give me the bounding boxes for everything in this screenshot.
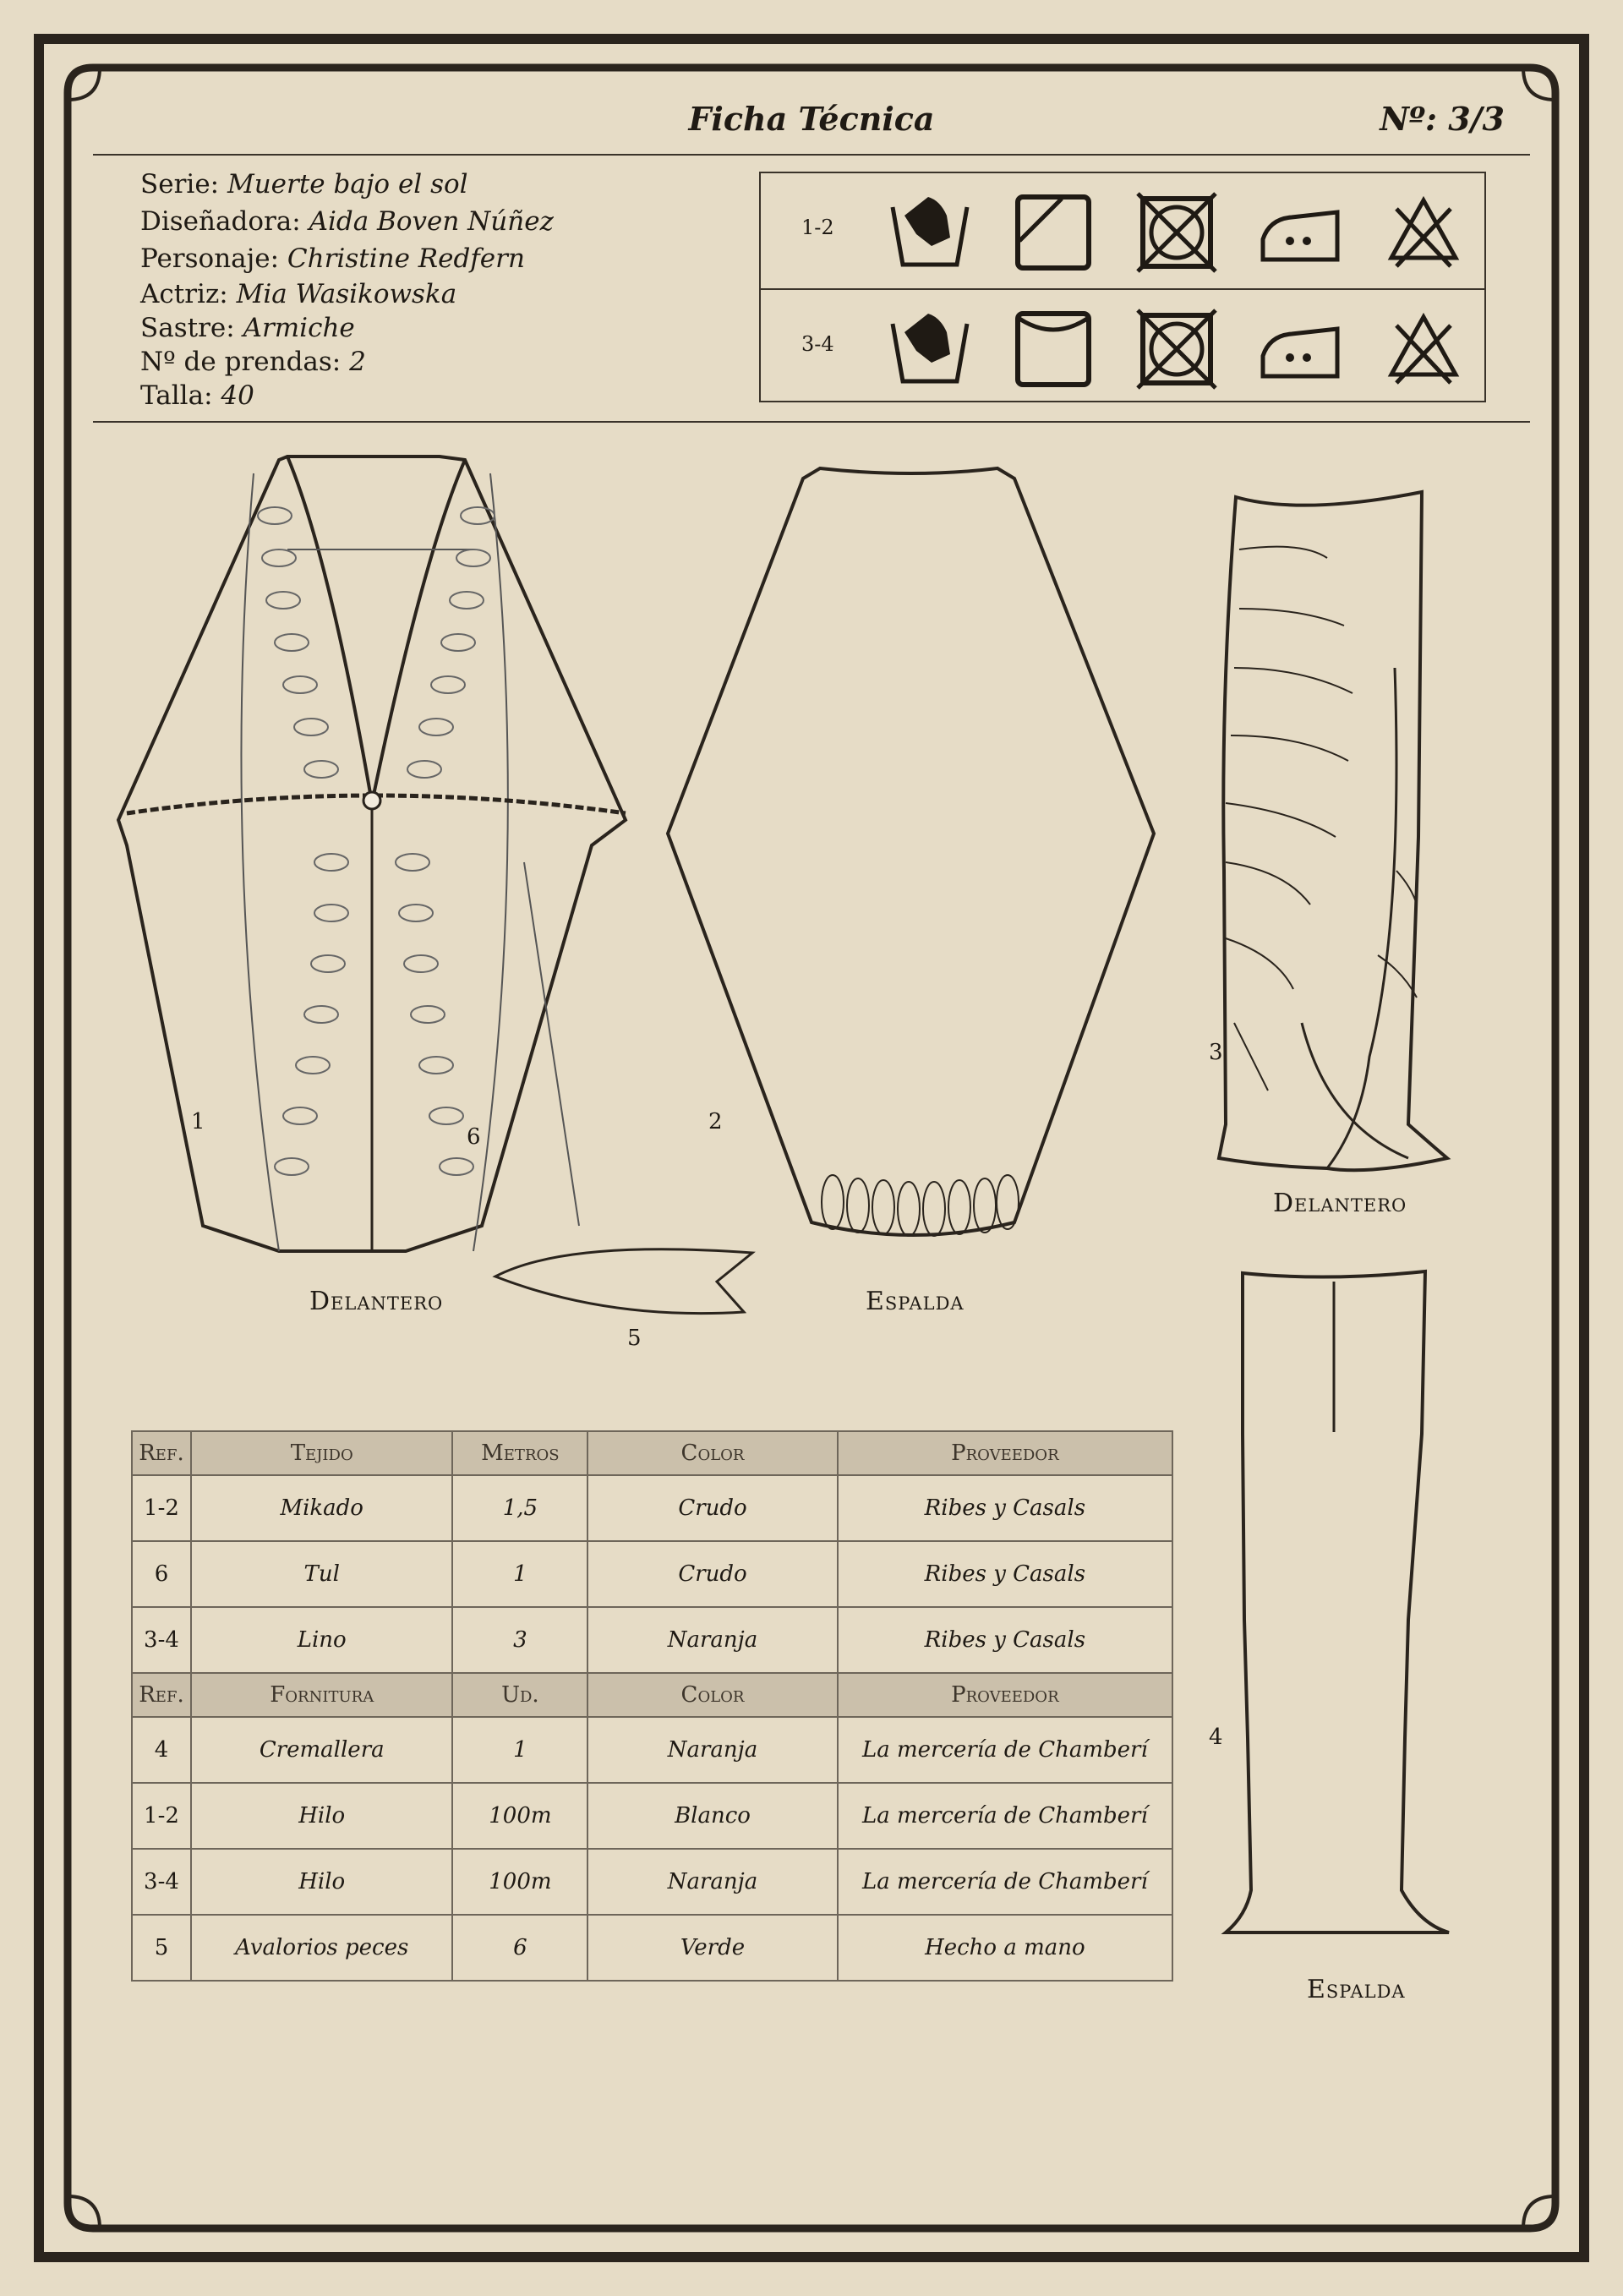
- iron-medium-icon: [1258, 307, 1342, 391]
- dress-back-drawing: [1200, 1265, 1454, 1958]
- table-row: 1-2 Mikado 1,5 Crudo Ribes y Casals: [132, 1475, 1172, 1541]
- garment-back-drawing: [659, 462, 1167, 1256]
- header-ref: Ref.: [132, 1673, 191, 1717]
- table-row: 1-2 Hilo 100m Blanco La mercería de Chamberí: [132, 1783, 1172, 1849]
- info-actriz: Actriz: Mia Wasikowska: [140, 279, 457, 309]
- ref-number-5: 5: [627, 1326, 642, 1351]
- table-row: 5 Avalorios peces 6 Verde Hecho a mano: [132, 1915, 1172, 1981]
- care-row-1-2: [761, 173, 1484, 288]
- materials-table: [131, 1430, 1173, 1982]
- garment-front-drawing: [118, 440, 642, 1285]
- table-row: 3-4 Hilo 100m Naranja La mercería de Chamberí: [132, 1849, 1172, 1915]
- info-sastre: Sastre: Armiche: [140, 313, 355, 343]
- info-personaje: Personaje: Christine Redfern: [140, 243, 525, 274]
- header-proveedor: Proveedor: [838, 1431, 1172, 1475]
- header-divider: [93, 154, 1530, 156]
- hand-wash-icon: [888, 190, 972, 275]
- header-proveedor: Proveedor: [838, 1673, 1172, 1717]
- header-fornitura: Fornitura: [191, 1673, 453, 1717]
- table-row: 4 Cremallera 1 Naranja La mercería de Chamberí: [132, 1717, 1172, 1783]
- line-dry-icon: [1011, 307, 1096, 391]
- table-row: 6 Tul 1 Crudo Ribes y Casals: [132, 1541, 1172, 1607]
- no-tumble-dry-icon: [1134, 190, 1219, 275]
- care-symbols-box: [759, 172, 1486, 402]
- ref-number-2: 2: [708, 1109, 723, 1134]
- care-ref: 3-4: [801, 332, 834, 356]
- no-tumble-dry-icon: [1134, 307, 1219, 391]
- ref-number-4: 4: [1209, 1725, 1223, 1750]
- info-disenadora: Diseñadora: Aida Boven Núñez: [140, 206, 554, 237]
- header-metros: Metros: [452, 1431, 587, 1475]
- line-dry-shade-icon: [1011, 190, 1096, 275]
- ref-number-6: 6: [467, 1124, 481, 1150]
- no-bleach-icon: [1381, 307, 1466, 391]
- care-row-3-4: [761, 288, 1484, 405]
- header-tejido: Tejido: [191, 1431, 453, 1475]
- page-title: Ficha Técnica: [688, 100, 935, 138]
- label-back: Espalda: [866, 1287, 965, 1316]
- care-ref: 1-2: [801, 216, 834, 239]
- header-ud: Ud.: [452, 1673, 587, 1717]
- trims-header-row: [132, 1673, 1172, 1717]
- info-divider: [93, 421, 1530, 423]
- label-dress-front: Delantero: [1273, 1189, 1407, 1218]
- hand-wash-icon: [888, 307, 972, 391]
- iron-medium-icon: [1258, 190, 1342, 275]
- header-color: Color: [587, 1431, 837, 1475]
- no-bleach-icon: [1381, 190, 1466, 275]
- header-ref: Ref.: [132, 1431, 191, 1475]
- ref-number-1: 1: [191, 1109, 205, 1134]
- label-dress-back: Espalda: [1307, 1975, 1406, 2004]
- info-block: [140, 166, 554, 413]
- info-talla: Talla: 40: [140, 380, 254, 411]
- label-front: Delantero: [309, 1287, 444, 1316]
- fabrics-header-row: [132, 1431, 1172, 1475]
- info-prendas: Nº de prendas: 2: [140, 347, 366, 377]
- ref-number-3: 3: [1209, 1040, 1223, 1065]
- header-color: Color: [587, 1673, 837, 1717]
- dress-front-drawing: [1200, 482, 1454, 1184]
- info-serie: Serie: Muerte bajo el sol: [140, 169, 468, 200]
- table-row: 3-4 Lino 3 Naranja Ribes y Casals: [132, 1607, 1172, 1673]
- sheet-number: Nº: 3/3: [1380, 100, 1505, 138]
